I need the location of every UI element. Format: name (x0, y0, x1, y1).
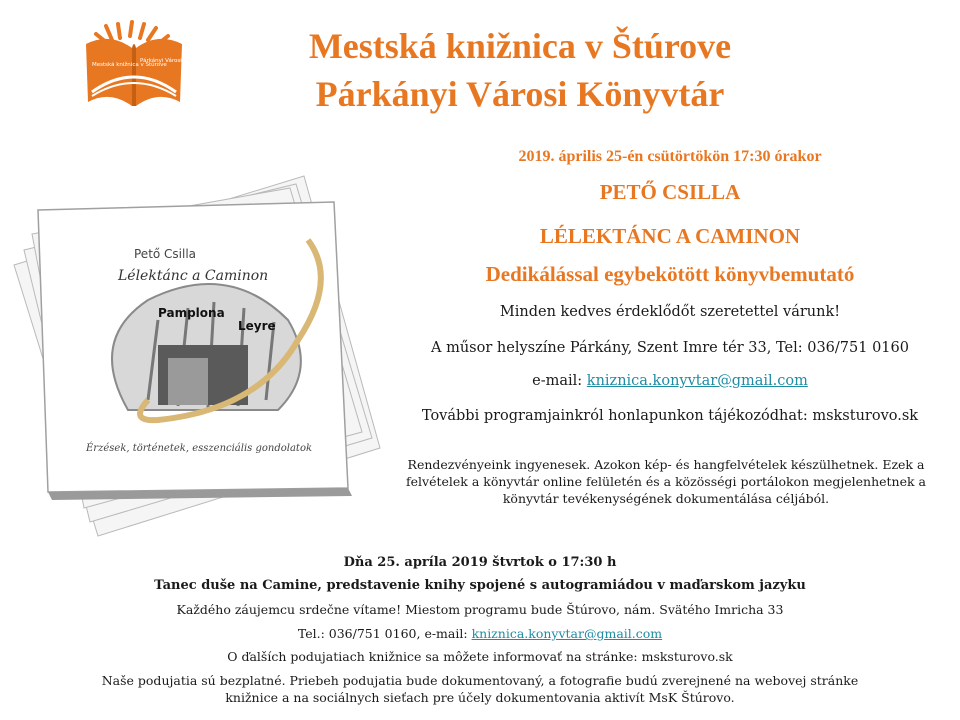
page-title-slovak: Mestská knižnica v Štúrove (308, 26, 732, 66)
library-logo-icon (78, 22, 209, 114)
book-map-label-leyre: Leyre (238, 319, 276, 333)
book-map-label-pamplona: Pamplona (158, 306, 225, 320)
hu-book-title: LÉLEKTÁNC A CAMINON (539, 224, 801, 248)
book-title: Lélektánc a Caminon (118, 268, 269, 284)
book-cover-illustration (8, 170, 380, 540)
hu-venue-text: A műsor helyszíne Párkány, Szent Imre tér 33, Tel: 036/751 0160 (431, 340, 909, 356)
hu-email-label: e-mail: (532, 373, 587, 389)
hu-notice-text: Rendezvényeink ingyenesek. Azokon kép- és hangfelvételek készülhetnek. Ezek a felvételek a könyvtár online felületén és a közösségi portálokon megjelenhetnek a könyvtár tevékenységének dokumentálása céljából. (405, 457, 926, 506)
sk-event-title: Tanec duše na Camine, predstavenie knihy spojené s autogramiádou v maďarskom jazyku (154, 578, 806, 593)
hu-author-name: PETŐ CSILLA (599, 180, 741, 204)
sk-welcome-text: Každého záujemcu srdečne vítame! Miestom programu bude Štúrovo, nám. Svätého Imricha 33 (176, 602, 784, 617)
sk-web-text: O ďalších podujatiach knižnice sa môžete informovať na stránke: msksturovo.sk (227, 649, 733, 664)
hu-event-type: Dedikálással egybekötött könyvbemutató (485, 262, 855, 286)
hu-email-line (380, 373, 960, 389)
logo-text-left: Mestská knižnica v Štúrove (92, 62, 167, 68)
book-author: Pető Csilla (134, 247, 197, 261)
page-title-hungarian: Párkányi Városi Könyvtár (315, 74, 725, 114)
hu-web-text: További programjainkról honlapunkon tájékozódhat: msksturovo.sk (421, 408, 919, 424)
logo-text-right: Párkányi Városi Könyvtár (140, 58, 209, 64)
book-subtitle: Érzések, történetek, esszenciális gondolatok (86, 443, 313, 454)
hu-email-link[interactable]: kniznica.konyvtar@gmail.com (586, 373, 808, 389)
sk-notice-text: Naše podujatia sú bezplatné. Priebeh podujatia bude dokumentovaný, a fotografie budú zverejnené na webovej stránke knižnice a na sociálnych sieťach pre účely dokumentovania aktivít MsK Štúrovo. (101, 673, 859, 705)
sk-event-date: Dňa 25. apríla 2019 štvrtok o 17:30 h (343, 555, 617, 570)
hu-welcome-text: Minden kedves érdeklődőt szeretettel várunk! (499, 304, 841, 320)
sk-email-link[interactable]: kniznica.konyvtar@gmail.com (471, 626, 663, 641)
sk-contact-line (0, 626, 960, 641)
sk-contact-label: Tel.: 036/751 0160, e-mail: (297, 626, 472, 641)
hu-event-date: 2019. április 25-én csütörtökön 17:30 órakor (518, 148, 822, 165)
